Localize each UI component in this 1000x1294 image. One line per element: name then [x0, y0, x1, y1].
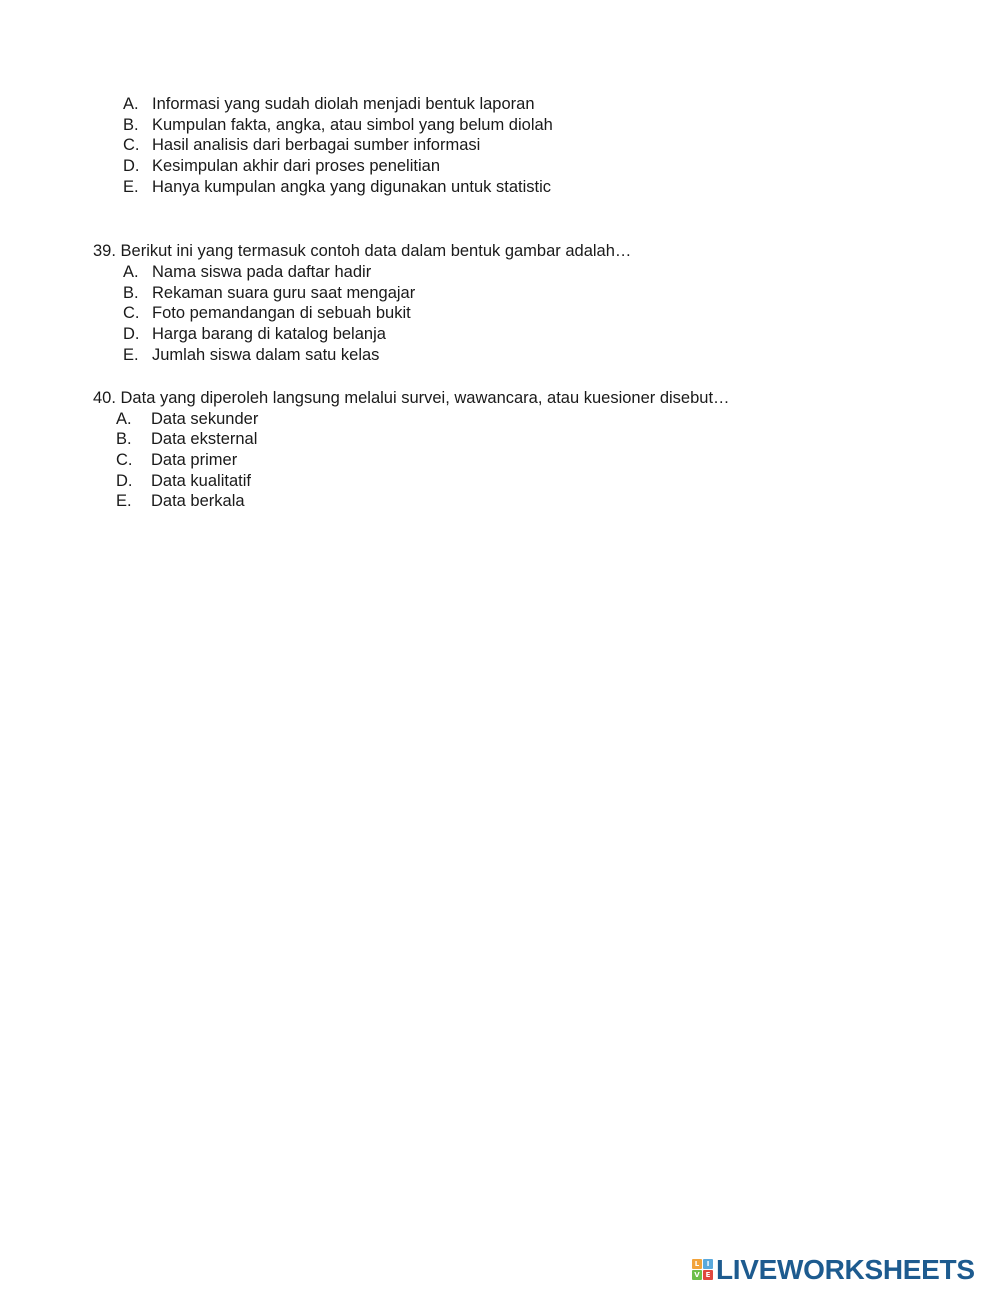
- q39-option-b-letter: B.: [123, 284, 139, 302]
- q39-option-e-letter: E.: [123, 346, 139, 364]
- q38-option-e: Hanya kumpulan angka yang digunakan untuk statistic: [152, 178, 552, 196]
- q38-option-e-letter: E.: [123, 178, 139, 196]
- q38-option-d: Kesimpulan akhir dari proses penelitian: [152, 157, 440, 175]
- q39-option-d: Harga barang di katalog belanja: [152, 325, 386, 343]
- q38-option-d-letter: D.: [123, 157, 140, 175]
- q40-option-b-letter: B.: [116, 430, 132, 448]
- q38-option-b-letter: B.: [123, 116, 139, 134]
- q38-option-c: Hasil analisis dari berbagai sumber informasi: [152, 136, 481, 154]
- logo-mark-e: E: [703, 1270, 713, 1280]
- q40-option-b: Data eksternal: [151, 430, 258, 448]
- q40-option-e-letter: E.: [116, 492, 132, 510]
- q40-option-c-letter: C.: [116, 451, 133, 469]
- q39-option-e: Jumlah siswa dalam satu kelas: [152, 346, 380, 364]
- q40-option-d-letter: D.: [116, 472, 133, 490]
- logo-mark-l: L: [692, 1259, 702, 1269]
- logo-mark-i: I: [703, 1259, 713, 1269]
- q39-option-c-letter: C.: [123, 304, 140, 322]
- q39-option-b: Rekaman suara guru saat mengajar: [152, 284, 416, 302]
- liveworksheets-wordmark: LIVEWORKSHEETS: [716, 1254, 975, 1285]
- liveworksheets-logo: [692, 1255, 975, 1285]
- q40-option-d: Data kualitatif: [151, 472, 251, 490]
- q39-option-a-letter: A.: [123, 263, 139, 281]
- q39-option-c: Foto pemandangan di sebuah bukit: [152, 304, 411, 322]
- q38-option-a: Informasi yang sudah diolah menjadi bentuk laporan: [152, 95, 535, 113]
- logo-mark-v: V: [692, 1270, 702, 1280]
- liveworksheets-mark-icon: [692, 1259, 714, 1281]
- q39-option-d-letter: D.: [123, 325, 140, 343]
- q40-question-text: 40. Data yang diperoleh langsung melalui survei, wawancara, atau kuesioner disebut…: [93, 389, 730, 407]
- q39-question-text: 39. Berikut ini yang termasuk contoh data dalam bentuk gambar adalah…: [93, 242, 632, 260]
- q40-option-a-letter: A.: [116, 410, 132, 428]
- q39-option-a: Nama siswa pada daftar hadir: [152, 263, 372, 281]
- q38-option-c-letter: C.: [123, 136, 140, 154]
- q40-option-e: Data berkala: [151, 492, 245, 510]
- q38-option-a-letter: A.: [123, 95, 139, 113]
- q40-option-c: Data primer: [151, 451, 238, 469]
- q38-option-b: Kumpulan fakta, angka, atau simbol yang belum diolah: [152, 116, 553, 134]
- q40-option-a: Data sekunder: [151, 410, 259, 428]
